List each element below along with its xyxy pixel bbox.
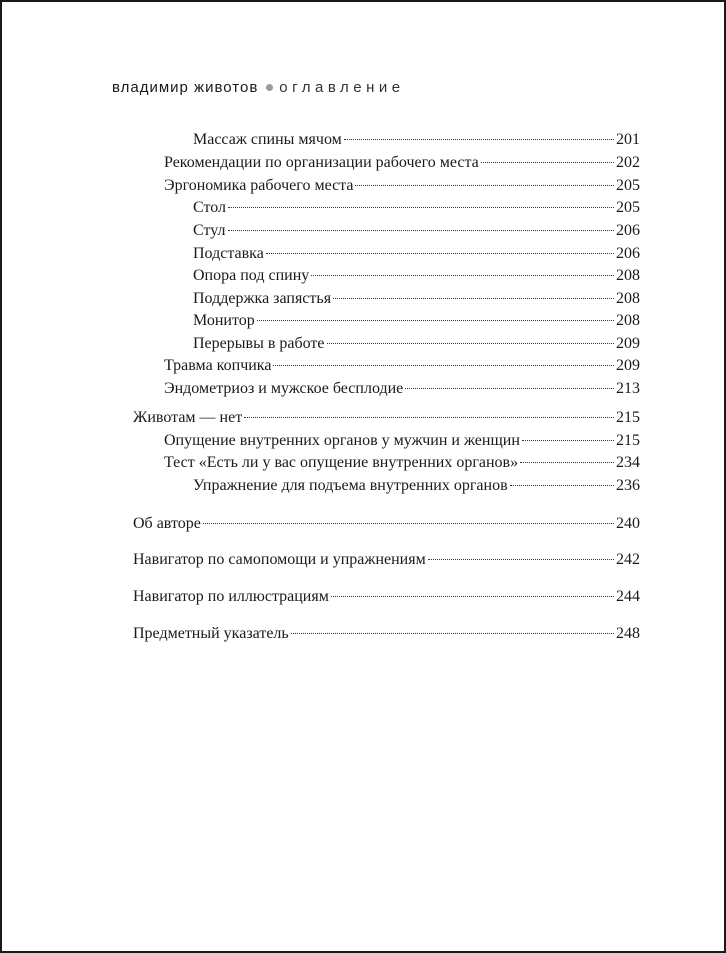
toc-entry-title: Перерывы в работе bbox=[193, 335, 325, 352]
dot-leader bbox=[428, 559, 614, 560]
toc-entry-page: 209 bbox=[616, 357, 640, 374]
dot-leader bbox=[327, 343, 615, 344]
toc-entry-page: 208 bbox=[616, 312, 640, 329]
dot-leader bbox=[257, 320, 614, 321]
dot-leader bbox=[203, 523, 614, 524]
toc-entry bbox=[133, 585, 640, 609]
toc-entry-title: Рекомендации по организации рабочего места bbox=[164, 154, 479, 171]
toc-entry bbox=[193, 474, 640, 498]
toc-entry-title: Упражнение для подъема внутренних органов bbox=[193, 477, 508, 494]
toc-entry-title: Эргономика рабочего места bbox=[164, 177, 354, 194]
dot-leader bbox=[520, 462, 614, 463]
toc-entry-page: 209 bbox=[616, 335, 640, 352]
toc-entry-page: 213 bbox=[616, 380, 640, 397]
toc-entry bbox=[133, 512, 640, 536]
toc-entry bbox=[193, 287, 640, 311]
toc-entry-page: 242 bbox=[616, 551, 640, 568]
dot-leader bbox=[481, 162, 614, 163]
dot-leader bbox=[522, 440, 614, 441]
toc-entry-page: 208 bbox=[616, 267, 640, 284]
toc-entry-page: 201 bbox=[616, 131, 640, 148]
toc-entry-page: 206 bbox=[616, 222, 640, 239]
toc-entry bbox=[164, 174, 640, 198]
toc-entry bbox=[193, 219, 640, 243]
toc-entry bbox=[164, 377, 640, 401]
toc-entry bbox=[193, 332, 640, 356]
toc-entry bbox=[133, 548, 640, 572]
dot-leader bbox=[333, 298, 614, 299]
dot-leader bbox=[273, 365, 614, 366]
toc-entry-page: 205 bbox=[616, 177, 640, 194]
dot-leader bbox=[228, 230, 614, 231]
toc-entry bbox=[193, 264, 640, 288]
toc-entry-page: 248 bbox=[616, 625, 640, 642]
toc-entry-title: Предметный указатель bbox=[133, 625, 289, 642]
toc-entry-page: 202 bbox=[616, 154, 640, 171]
dot-leader bbox=[291, 633, 614, 634]
toc-entry-title: Навигатор по иллюстрациям bbox=[133, 588, 329, 605]
dot-leader bbox=[228, 207, 614, 208]
toc-entry-title: Животам — нет bbox=[133, 409, 243, 426]
toc-entry bbox=[164, 429, 640, 453]
toc-entry-page: 244 bbox=[616, 588, 640, 605]
toc-entry bbox=[193, 309, 640, 333]
author-name: владимир животов bbox=[112, 79, 259, 96]
toc-entry-title: Эндометриоз и мужское бесплодие bbox=[164, 380, 404, 397]
toc-entry-title: Навигатор по самопомощи и упражнениям bbox=[133, 551, 426, 568]
dot-leader bbox=[510, 485, 614, 486]
dot-leader bbox=[331, 596, 614, 597]
toc-entry bbox=[193, 242, 640, 266]
toc-entry-title: Об авторе bbox=[133, 515, 201, 532]
toc-entry-page: 215 bbox=[616, 432, 640, 449]
toc-entry-title: Стол bbox=[193, 199, 227, 216]
toc-entry bbox=[193, 196, 640, 220]
dot-leader bbox=[311, 275, 614, 276]
table-of-contents bbox=[2, 2, 724, 951]
toc-entry bbox=[164, 451, 640, 475]
toc-entry-title: Травма копчика bbox=[164, 357, 272, 374]
toc-entry-page: 205 bbox=[616, 199, 640, 216]
toc-entry-title: Тест «Есть ли у вас опущение внутренних органов» bbox=[164, 454, 519, 471]
toc-entry-title: Стул bbox=[193, 222, 226, 239]
toc-entry bbox=[133, 622, 640, 646]
dot-leader bbox=[244, 417, 614, 418]
toc-entry-page: 234 bbox=[616, 454, 640, 471]
toc-entry bbox=[164, 151, 640, 175]
toc-entry bbox=[164, 354, 640, 378]
toc-entry-title: Поддержка запястья bbox=[193, 290, 332, 307]
dot-leader bbox=[405, 388, 614, 389]
toc-entry-page: 206 bbox=[616, 245, 640, 262]
toc-entry-page: 208 bbox=[616, 290, 640, 307]
toc-entry bbox=[133, 406, 640, 430]
toc-entry-title: Массаж спины мячом bbox=[193, 131, 342, 148]
toc-entry-title: Монитор bbox=[193, 312, 255, 329]
section-name: оглавление bbox=[279, 79, 405, 96]
toc-entry-page: 215 bbox=[616, 409, 640, 426]
toc-entry bbox=[193, 128, 640, 152]
toc-entry-title: Опущение внутренних органов у мужчин и женщин bbox=[164, 432, 520, 449]
dot-leader bbox=[355, 185, 614, 186]
toc-entry-title: Подставка bbox=[193, 245, 264, 262]
toc-entry-page: 236 bbox=[616, 477, 640, 494]
toc-entry-title: Опора под спину bbox=[193, 267, 310, 284]
dot-leader bbox=[344, 139, 614, 140]
dot-leader bbox=[266, 253, 614, 254]
toc-entry-page: 240 bbox=[616, 515, 640, 532]
